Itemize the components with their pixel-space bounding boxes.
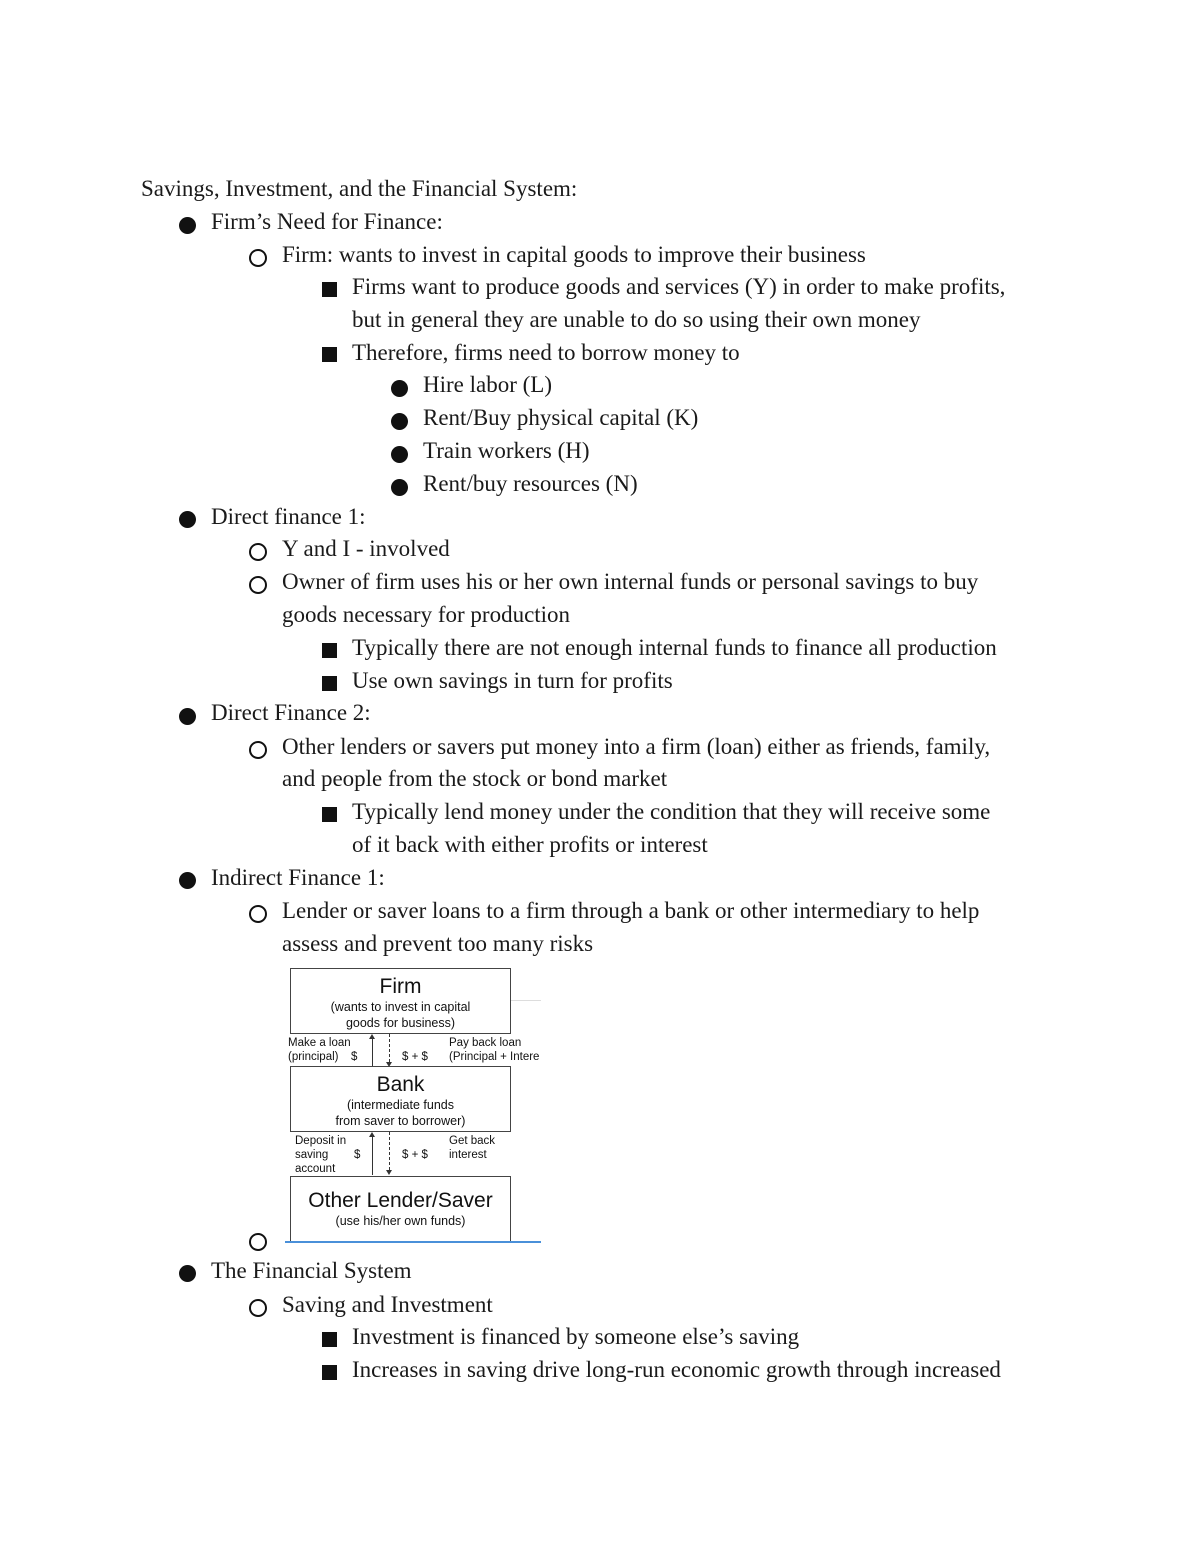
saver-title: Other Lender/Saver xyxy=(308,1189,493,1212)
down-arrow-icon xyxy=(386,1170,392,1175)
filled-bullet-icon xyxy=(179,872,196,889)
list-item-continuation: of it back with either profits or interest xyxy=(352,832,708,857)
deposit-label: Deposit in xyxy=(295,1135,347,1147)
hollow-bullet-icon xyxy=(249,1233,267,1251)
hollow-bullet-icon xyxy=(249,576,267,594)
account-label: account xyxy=(295,1163,336,1175)
diagram-divider xyxy=(511,1000,541,1001)
list-item-continuation: goods necessary for production xyxy=(282,602,571,627)
saving-label: saving xyxy=(295,1149,329,1161)
hollow-bullet-icon xyxy=(249,741,267,759)
list-item: Typically there are not enough internal funds to finance all production xyxy=(352,635,997,660)
up-arrow-icon xyxy=(369,1034,375,1039)
filled-bullet-icon xyxy=(179,708,196,725)
list-item: Typically lend money under the condition that they will receive some xyxy=(352,799,991,824)
diagram-underline xyxy=(285,1241,541,1243)
pay-back-label: Pay back loan xyxy=(449,1037,522,1049)
square-bullet-icon xyxy=(322,643,337,658)
filled-bullet-icon xyxy=(179,217,196,234)
bank-box xyxy=(290,1066,511,1132)
list-item-continuation: assess and prevent too many risks xyxy=(282,931,594,956)
principal-label: (principal) xyxy=(288,1051,339,1063)
document-title: Savings, Investment, and the Financial System: xyxy=(141,176,578,201)
list-item: Firm: wants to invest in capital goods to improve their business xyxy=(282,242,866,267)
list-item: Therefore, firms need to borrow money to xyxy=(352,340,740,365)
firm-box xyxy=(290,968,511,1034)
square-bullet-icon xyxy=(322,347,337,362)
filled-bullet-icon xyxy=(391,413,408,430)
bank-subtitle-2: from saver to borrower) xyxy=(335,1114,466,1128)
section-heading: Direct Finance 2: xyxy=(211,700,371,725)
square-bullet-icon xyxy=(322,807,337,822)
section-heading: Firm’s Need for Finance: xyxy=(211,209,443,234)
filled-bullet-icon xyxy=(179,1265,196,1282)
principal-interest-label: (Principal + Intere xyxy=(449,1051,540,1063)
list-item: Use own savings in turn for profits xyxy=(352,668,673,693)
interest-arrow-line xyxy=(389,1132,390,1170)
list-item-continuation: and people from the stock or bond market xyxy=(282,766,668,791)
get-back-label: Get back xyxy=(449,1135,496,1147)
dollar-pair-label: $ + $ xyxy=(402,1051,428,1063)
filled-bullet-icon xyxy=(391,380,408,397)
saver-subtitle: (use his/her own funds) xyxy=(335,1214,466,1228)
list-item: Train workers (H) xyxy=(423,438,590,463)
list-item: Saving and Investment xyxy=(282,1292,493,1317)
repay-arrow-line xyxy=(389,1034,390,1062)
list-item: Lender or saver loans to a firm through a bank or other intermediary to help xyxy=(282,898,980,923)
hollow-bullet-icon xyxy=(249,905,267,923)
loan-arrow-line xyxy=(372,1039,373,1066)
filled-bullet-icon xyxy=(391,446,408,463)
dollar-label: $ xyxy=(351,1051,358,1063)
bank-subtitle-1: (intermediate funds xyxy=(346,1098,454,1112)
deposit-arrow-line xyxy=(372,1137,373,1175)
firm-title: Firm xyxy=(379,975,422,998)
firm-subtitle-2: goods for business) xyxy=(345,1016,456,1030)
list-item: Owner of firm uses his or her own internal funds or personal savings to buy xyxy=(282,569,979,594)
square-bullet-icon xyxy=(322,1332,337,1347)
indirect-finance-diagram xyxy=(283,962,545,1248)
section-heading: The Financial System xyxy=(211,1258,412,1283)
square-bullet-icon xyxy=(322,282,337,297)
list-item: Investment is financed by someone else’s saving xyxy=(352,1324,800,1349)
filled-bullet-icon xyxy=(179,511,196,528)
section-heading: Indirect Finance 1: xyxy=(211,865,385,890)
list-item: Increases in saving drive long-run economic growth through increased xyxy=(352,1357,1001,1382)
section-heading: Direct finance 1: xyxy=(211,504,366,529)
dollar-label: $ xyxy=(354,1149,361,1161)
saver-box xyxy=(290,1176,511,1242)
square-bullet-icon xyxy=(322,1365,337,1380)
filled-bullet-icon xyxy=(391,479,408,496)
hollow-bullet-icon xyxy=(249,1299,267,1317)
hollow-bullet-icon xyxy=(249,543,267,561)
square-bullet-icon xyxy=(322,676,337,691)
hollow-bullet-icon xyxy=(249,249,267,267)
list-item: Other lenders or savers put money into a firm (loan) either as friends, family, xyxy=(282,734,991,759)
make-loan-label: Make a loan xyxy=(288,1037,351,1049)
dollar-pair-label: $ + $ xyxy=(402,1149,428,1161)
interest-label: interest xyxy=(449,1149,487,1161)
list-item: Y and I - involved xyxy=(282,536,450,561)
list-item: Rent/buy resources (N) xyxy=(423,471,638,496)
list-item: Firms want to produce goods and services (Y) in order to make profits, xyxy=(352,274,1006,299)
up-arrow-icon xyxy=(369,1132,375,1137)
list-item: Rent/Buy physical capital (K) xyxy=(423,405,699,430)
list-item-continuation: but in general they are unable to do so using their own money xyxy=(352,307,921,332)
firm-subtitle-1: (wants to invest in capital xyxy=(330,1000,471,1014)
bank-title: Bank xyxy=(376,1073,425,1096)
list-item: Hire labor (L) xyxy=(423,372,552,397)
